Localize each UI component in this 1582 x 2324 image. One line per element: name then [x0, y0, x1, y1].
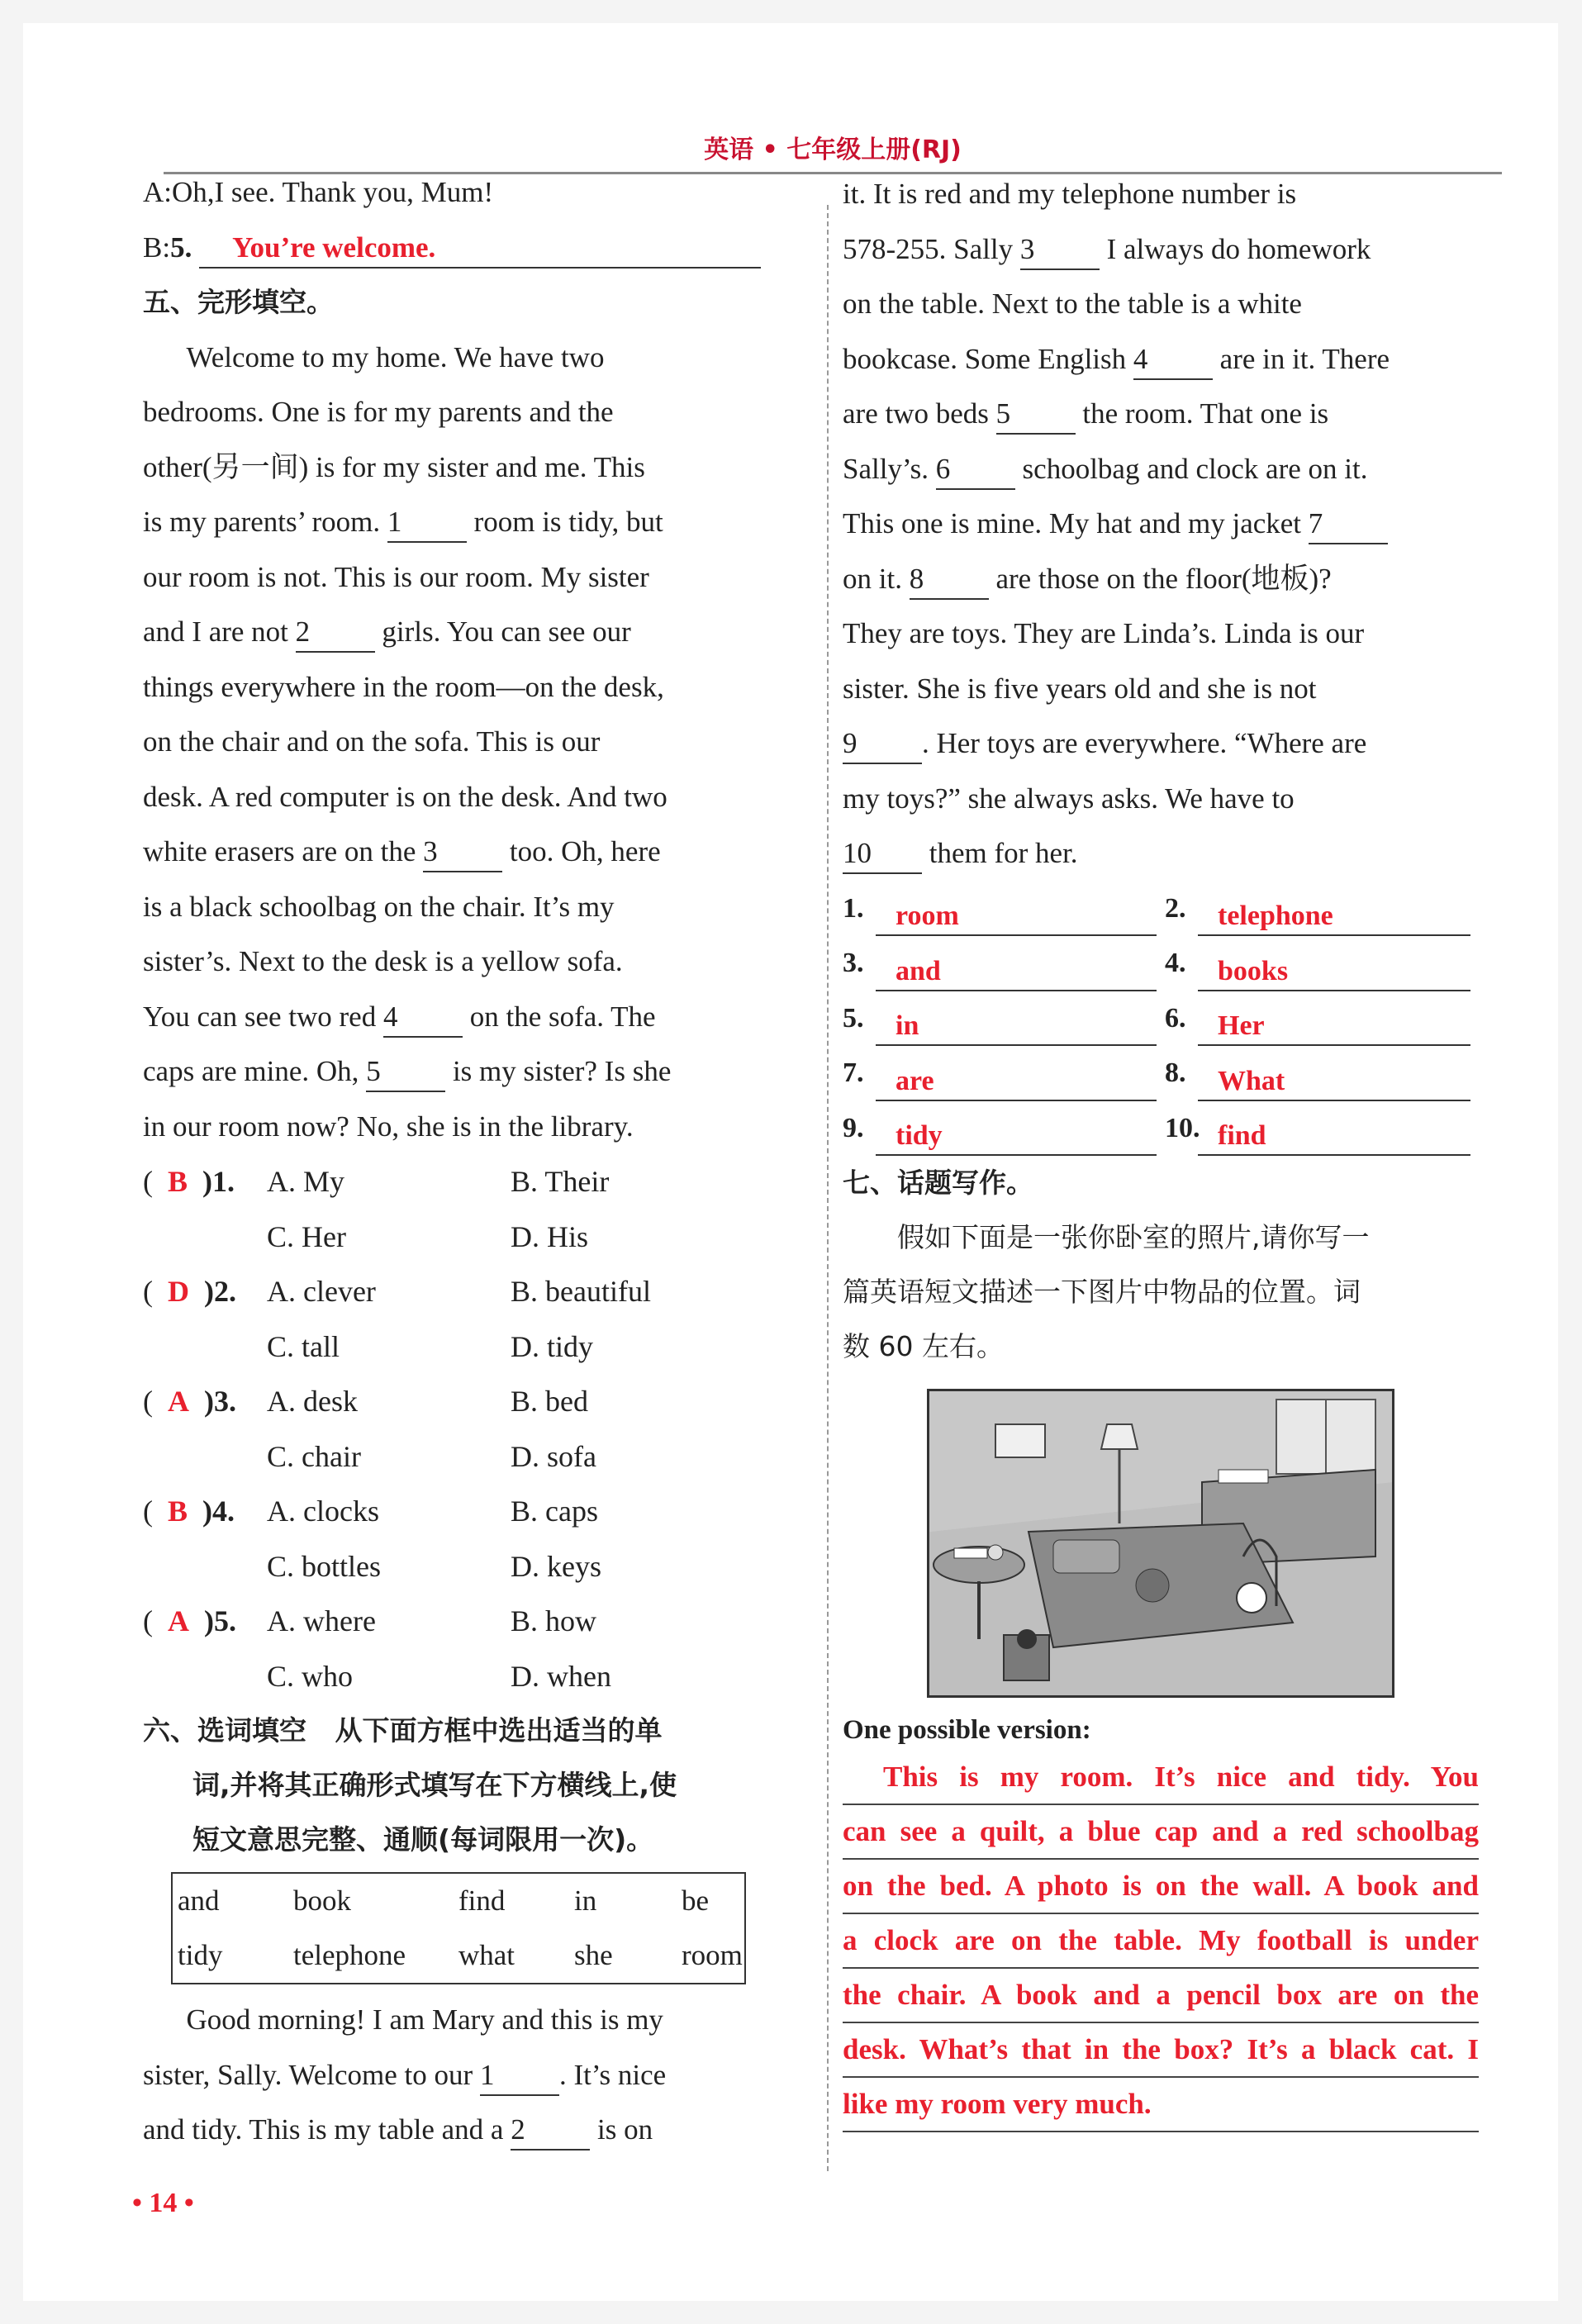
column-divider: [827, 205, 829, 2171]
question-3: ( A )3. A. desk B. bed C. chair D. sofa: [143, 1385, 596, 1473]
blank-2: 2: [511, 2111, 590, 2151]
blank-10: 10: [843, 834, 922, 874]
blank-1: 1: [387, 503, 467, 543]
dialog-b: B:5. You’re welcome.: [143, 221, 779, 276]
model-essay: This is my room. It’s nice and tidy. You can see a quilt, a blue cap and a red schoolbag on the bed. A photo is on the wall. A book and a clock are on the table. My football is under the chair. A book and a pencil box are on the desk. What’s that in the box? It’s a black cat. I like my room very much.: [843, 1751, 1479, 2132]
answer-item: 5. in: [843, 991, 1165, 1047]
header-title: 英语 • 七年级上册(RJ): [704, 135, 962, 164]
answer-choice: B: [168, 1495, 188, 1528]
word-box: and book find in be tidy telephone what she room: [171, 1872, 746, 1984]
blank-9: 9: [843, 725, 922, 764]
fill-passage-right: it. It is red and my telephone number is 578-255. Sally 3 I always do homework on the table. Next to the table is a white bookcase. Some English 4 are in it. There are two beds 5 the room. That one is Sally’s. 6 schoolbag and clock are on it. This one is mine. My hat and my jacket 7 on it. 8 are those on the floor(地板)? They are toys. They are Linda’s. Linda is our sister. She is five years old and she is not 9 . Her toys are everywhere. “Where are my toys?” she always asks. We have to 10 them for her.: [843, 167, 1479, 882]
answer-item: 3. and: [843, 936, 1165, 991]
answer-grid: [843, 882, 1479, 1157]
section-5-title: 五、完形填空。: [143, 286, 334, 318]
left-column: A:Oh,I see. Thank you, Mum! B:5. You’re welcome. 五、完形填空。 Welcome to my home. We have two bedrooms. One is for my parents and the other(另一间) is for my sister and me. This is my parents’ room. 1 room is tidy, but our room is not. This is our room. My sister and I are not 2 girls. You can see our things everywhere in the room—on the desk, on the chair and on the sofa. This is our desk. A red computer is on the desk. And two white erasers are on the 3 too. Oh, here is a black schoolbag on the chair. It’s my sister’s. Next to the desk is a yellow sofa. You can see two red 4 on the sofa. The caps are mine. Oh, 5 is my sister? Is she in our room now? No, she is in the library. ( B )1. A. My B. Their C. Her D. His ( D )2. A. clever B. beautiful C. tall D. tidy ( A )3. A. desk B. bed C. chair D. sofa ( B )4. A. clocks B. caps C. bottles D. keys ( A )5. A. where B. how C. who D. when 六、选词填空 从下面方框中选出适当的单 词,并将其正确形式填写在下方横线上,使 短文意思完整、通顺(每词限用一次)。 and book find in be tidy telephone what she room Good morning! I am Mary and this is my sister, Sally. Welcome to our 1 . It’s nice and tidy. This is my table and a 2 is on: [143, 165, 779, 2158]
dialog-a: A:Oh,I see. Thank you, Mum!: [143, 176, 494, 208]
section-6-heading: 六、选词填空 从下面方框中选出适当的单: [143, 1714, 663, 1747]
version-label: One possible version:: [843, 1715, 1091, 1745]
blank-3: 3: [1020, 230, 1100, 270]
page-number: • 14 •: [132, 2188, 194, 2218]
answer-item: 10. find: [1165, 1101, 1479, 1157]
bedroom-illustration: [929, 1391, 1392, 1695]
multiple-choice-questions: [143, 1154, 779, 1704]
answer-item: 6. Her: [1165, 991, 1479, 1047]
answer-choice: B: [168, 1165, 188, 1198]
right-column: it. It is red and my telephone number is 578-255. Sally 3 I always do homework on the table. Next to the table is a white bookcase. Some English 4 are in it. There are two beds 5 the room. That one is Sally’s. 6 schoolbag and clock are on it. This one is mine. My hat and my jacket 7 on it. 8 are those on the floor(地板)? They are toys. They are Linda’s. Linda is our sister. She is five years old and she is not 9 . Her toys are everywhere. “Where are my toys?” she always asks. We have to 10 them for her. 1. room 2. telephone 3. and 4. books 5. in 6. Her 7. are 8. What 9. tidy 10. find 七、话题写作。 假如下面是一张你卧室的照片,请你写一 篇英语短文描述一下图片中物品的位置。词 数 60 左右。 One possible version: This is my room. It’s nice and tidy. You can see a quilt, a blue cap and a red schoolbag on the bed. A photo is on the wall. A book and a clock are on the table. My football is under the chair. A book and a pencil box are on the desk. What’s that in the box? It’s a black cat. I like my room very much.: [843, 167, 1479, 2132]
cloze-passage: Welcome to my home. We have two bedrooms. One is for my parents and the other(另一间) is for my sister and me. This is my parents’ room. 1 room is tidy, but our room is not. This is our room. My sister and I are not 2 girls. You can see our things everywhere in the room—on the desk, on the chair and on the sofa. This is our desk. A red computer is on the desk. And two white erasers are on the 3 too. Oh, here is a black schoolbag on the chair. It’s my sister’s. Next to the desk is a yellow sofa. You can see two red 4 on the sofa. The caps are mine. Oh, 5 is my sister? Is she in our room now? No, she is in the library.: [143, 340, 672, 1143]
answer-item: 8. What: [1165, 1046, 1479, 1101]
answer-choice: A: [168, 1385, 189, 1418]
blank-3: 3: [423, 833, 502, 872]
blank-7: 7: [1309, 505, 1388, 544]
answer-item: 2. telephone: [1165, 882, 1479, 937]
question-4: ( B )4. A. clocks B. caps C. bottles D. keys: [143, 1495, 601, 1583]
question-2: ( D )2. A. clever B. beautiful C. tall D. tidy: [143, 1275, 651, 1363]
blank-4: 4: [383, 998, 463, 1038]
blank-5: 5: [996, 395, 1076, 435]
blank-4: 4: [1133, 340, 1213, 380]
question-5: ( A )5. A. where B. how C. who D. when: [143, 1604, 611, 1693]
blank-8: 8: [910, 560, 989, 600]
fill-passage-left: Good morning! I am Mary and this is my sister, Sally. Welcome to our 1 . It’s nice and tidy. This is my table and a 2 is on: [143, 1993, 779, 2158]
blank-6: 6: [936, 450, 1015, 490]
answer-choice: D: [168, 1275, 189, 1308]
bedroom-photo: [927, 1389, 1394, 1698]
blank-2: 2: [296, 613, 375, 653]
blank-1: 1: [480, 2056, 559, 2096]
answer-choice: A: [168, 1604, 189, 1637]
question-1: ( B )1. A. My B. Their C. Her D. His: [143, 1165, 610, 1253]
section-7-title: 七、话题写作。: [843, 1167, 1033, 1199]
answer-item: 7. are: [843, 1046, 1165, 1101]
dialog-b-answer: You’re welcome.: [199, 229, 761, 269]
answer-item: 9. tidy: [843, 1101, 1165, 1157]
answer-item: 4. books: [1165, 936, 1479, 991]
answer-item: 1. room: [843, 882, 1165, 937]
blank-5: 5: [366, 1053, 445, 1092]
